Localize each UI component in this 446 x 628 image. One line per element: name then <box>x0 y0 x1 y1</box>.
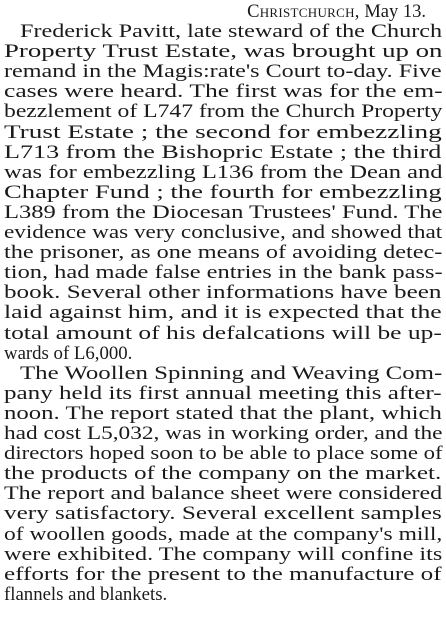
article-line: Chapter Fund ; the fourth for embezzling <box>4 181 442 203</box>
article-line: of woollen goods, made at the company's mill, <box>4 523 443 545</box>
article-line: tion, had made false entries in the bank pass- <box>4 262 443 284</box>
article-line: The Woollen Spinning and Weaving Com- <box>20 362 443 384</box>
article-line: remand in the Magis:rate's Court to-day. Five <box>4 61 442 83</box>
article-line: noon. The report stated that the plant, which <box>4 402 442 424</box>
article-line: Trust Estate ; the second for embezzling <box>4 121 442 143</box>
article-line: flannels and blankets. <box>4 583 168 605</box>
article-line: the products of the company on the market. <box>4 463 442 485</box>
article-line: evidence was very conclusive, and showed that <box>4 222 443 243</box>
article-line: L713 from the Bishopric Estate ; the third <box>4 141 442 163</box>
article-line: book. Several other informations have been <box>4 282 442 304</box>
article-line: the prisoner, as one means of avoiding detec- <box>4 242 443 264</box>
article-line: Frederick Pavitt, late steward of the Church <box>20 21 443 42</box>
article-line: total amount of his defalcations will be up- <box>4 322 442 344</box>
article-line: directors hoped soon to be able to place some of <box>4 443 443 465</box>
article-line: were exhibited. The company will confine its <box>4 543 443 565</box>
article-line: was for embezzling L136 from the Dean and <box>4 161 443 183</box>
article-line: wards of L6,000. <box>4 342 133 364</box>
article-line: Property Trust Estate, was brought up on <box>4 41 443 63</box>
article-line: very satisfactory. Several excellent samples <box>4 503 442 525</box>
article-line: pany held its first annual meeting this after- <box>4 382 442 404</box>
dateline-place: Christchurch, <box>247 2 360 22</box>
dateline-date: May 13. <box>364 2 426 22</box>
dateline <box>0 2 426 23</box>
article-line: had cost L5,032, was in working order, and the <box>4 423 443 444</box>
article-line: efforts for the present to the manufacture of <box>4 563 442 585</box>
article-line: cases were heard. The first was for the em- <box>4 81 443 103</box>
article-line: L389 from the Diocesan Trustees' Fund. The <box>4 201 443 223</box>
article-line: laid against him, and it is expected that the <box>4 302 442 324</box>
article-line: bezzlement of L747 from the Church Property <box>4 101 443 123</box>
article-line: The report and balance sheet were considered <box>4 483 443 505</box>
